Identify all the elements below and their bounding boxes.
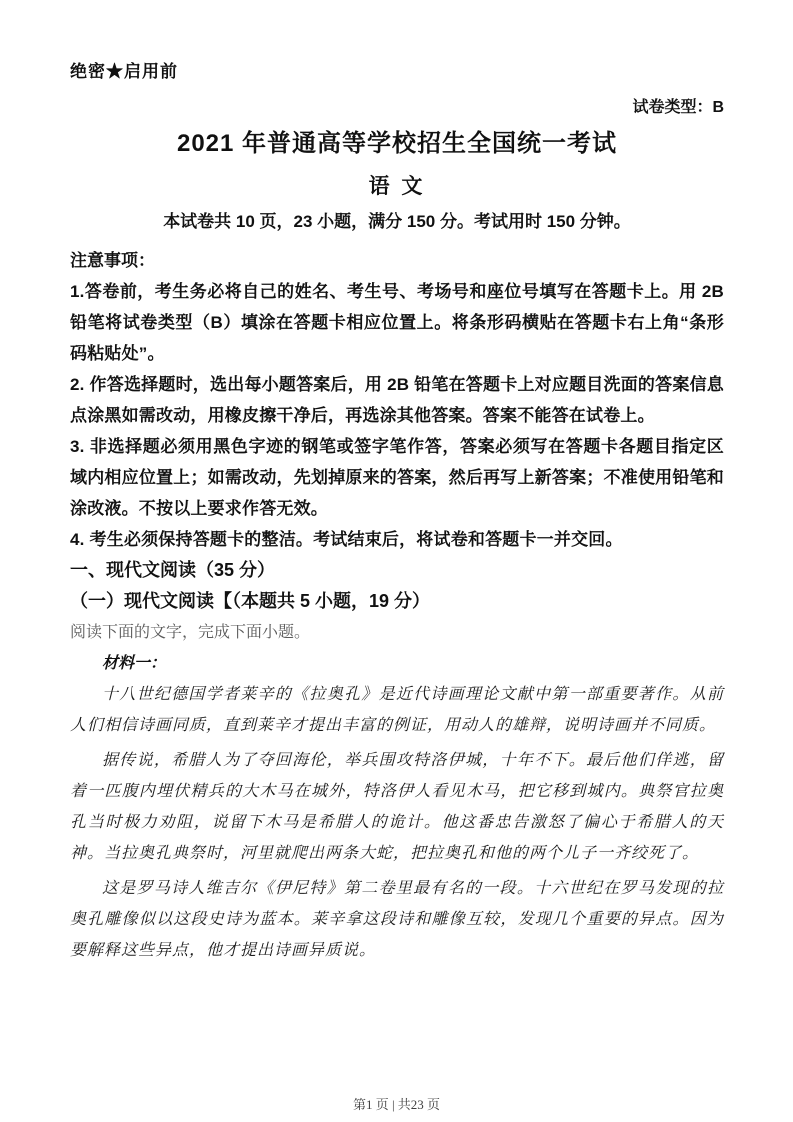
exam-info-line: 本试卷共 10 页，23 小题，满分 150 分。考试用时 150 分钟。 bbox=[163, 212, 631, 231]
material-one-label: 材料一： bbox=[102, 655, 167, 672]
material-paragraph-3: 这是罗马诗人维吉尔《伊尼特》第二卷里最有名的一段。十六世纪在罗马发现的拉奥孔雕像似以这段史诗为蓝本。莱辛拿这段诗和雕像互较，发现几个重要的异点。因为要解释这些异点，他才提出诗画异质说。 bbox=[70, 880, 724, 959]
notice-item-1: 1.答卷前，考生务必将自己的姓名、考生号、考场号和座位号填写在答题卡上。用 2B 铅笔将试卷类型（B）填涂在答题卡相应位置上。将条形码横贴在答题卡右上角“条形码粘贴处”。 bbox=[70, 282, 724, 363]
material-paragraph-1: 十八世纪德国学者莱辛的《拉奥孔》是近代诗画理论文献中第一部重要著作。从前人们相信诗画同质，直到莱辛才提出丰富的例证，用动人的雄辩，说明诗画并不同质。 bbox=[70, 686, 724, 734]
exam-title: 2021 年普通高等学校招生全国统一考试 bbox=[176, 130, 618, 157]
exam-subject: 语 文 bbox=[368, 175, 426, 198]
notice-item-2: 2. 作答选择题时，选出每小题答案后，用 2B 铅笔在答题卡上对应题目洗面的答案信息点涂黑如需改动，用橡皮擦干净后，再选涂其他答案。答案不能答在试卷上。 bbox=[70, 375, 724, 425]
paper-type-label: 试卷类型：B bbox=[632, 99, 724, 116]
notice-heading: 注意事项： bbox=[70, 251, 155, 270]
reading-prompt: 阅读下面的文字，完成下面小题。 bbox=[70, 624, 311, 641]
page-number-indicator: 第1 页 | 共23 页 bbox=[352, 1097, 441, 1112]
notice-item-3: 3. 非选择题必须用黑色字迹的钢笔或签字笔作答，答案必须写在答题卡各题目指定区域内相应位置上；如需改动，先划掉原来的答案，然后再写上新答案；不准使用铅笔和涂改液。不按以上要求作答无效。 bbox=[70, 437, 724, 518]
subsection-heading-modern-reading-1: （一）现代文阅读【（本题共 5 小题，19 分） bbox=[70, 591, 431, 611]
page-content bbox=[70, 62, 724, 970]
material-paragraph-2: 据传说，希腊人为了夺回海伦，举兵围攻特洛伊城，十年不下。最后他们佯逃，留着一匹腹内埋伏精兵的大木马在城外，特洛伊人看见木马，把它移到城内。典祭官拉奥孔当时极力劝阻，说留下木马是希腊人的诡计。他这番忠告激怒了偏心于希腊人的天神。当拉奥孔典祭时，河里就爬出两条大蛇，把拉奥孔和他的两个儿子一齐绞死了。 bbox=[70, 752, 724, 862]
notice-item-4: 4. 考生必须保持答题卡的整洁。考试结束后，将试卷和答题卡一并交回。 bbox=[70, 530, 623, 549]
security-classification-label: 绝密★启用前 bbox=[70, 62, 178, 81]
section-heading-modern-reading: 一、现代文阅读（35 分） bbox=[70, 560, 276, 580]
